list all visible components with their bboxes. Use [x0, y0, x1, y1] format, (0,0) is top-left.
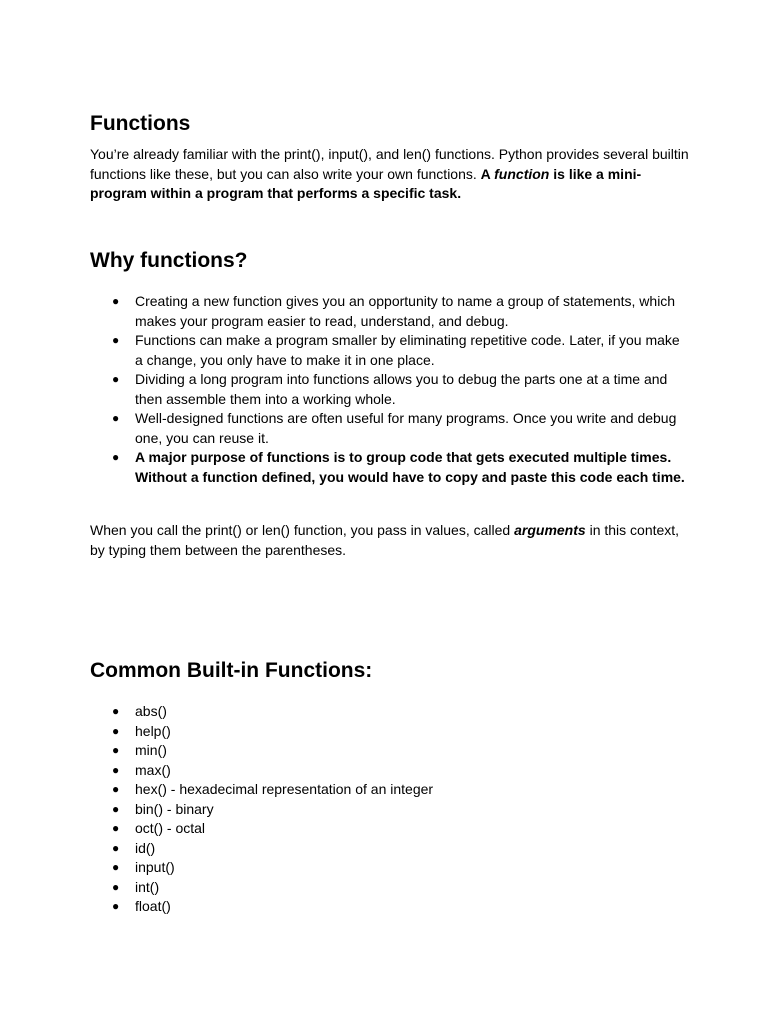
list-item-text: Dividing a long program into functions allows you to debug the parts one at a time and then assemble them into a working whole. — [135, 371, 668, 407]
bullet-icon: ● — [112, 801, 120, 816]
list-item — [90, 897, 690, 917]
list-item — [90, 370, 690, 409]
list-item — [90, 839, 690, 859]
bullet-icon: ● — [112, 411, 120, 425]
bullet-icon: ● — [112, 782, 120, 796]
why-functions-list — [90, 292, 690, 487]
list-item-emphasized — [90, 448, 690, 487]
list-item-text: hex() - hexadecimal representation of an integer — [135, 781, 434, 797]
list-item — [90, 722, 690, 742]
heading-functions: Functions — [90, 112, 191, 135]
bullet-icon: ● — [112, 762, 120, 777]
list-item-text: Creating a new function gives you an opportunity to name a group of statements, which makes your program easier to read, understand, and debug. — [135, 293, 676, 329]
list-item-text: oct() - octal — [135, 820, 206, 836]
list-item-text: help() — [135, 722, 171, 739]
heading-why-functions: Why functions? — [90, 249, 248, 272]
bullet-icon: ● — [112, 723, 120, 738]
intro-text: You’re already familiar with the print(), input(), and len() functions. Python provides several builtin functions like these, but you can also write your own functions. — [90, 146, 689, 182]
bullet-icon: ● — [112, 821, 120, 835]
list-item — [90, 800, 690, 820]
intro-bold-a: A — [480, 165, 495, 182]
list-item-text: Well-designed functions are often useful for many programs. Once you write and debug one, you can reuse it. — [135, 410, 677, 446]
bullet-icon: ● — [112, 333, 120, 347]
list-item — [90, 780, 690, 800]
bullet-icon: ● — [112, 743, 120, 757]
list-item-text: abs() — [135, 703, 167, 719]
list-item-text: max() — [135, 761, 171, 778]
args-text-before: When you call the print() or len() function, you pass in values, called — [90, 522, 515, 538]
bullet-icon: ● — [112, 840, 120, 855]
bullet-icon: ● — [112, 860, 120, 874]
intro-term-function: function — [494, 165, 550, 182]
args-text-after: in this context, by typing them between the parentheses. — [90, 522, 680, 558]
list-item — [90, 409, 690, 448]
list-item — [90, 878, 690, 898]
builtin-functions-list — [90, 702, 690, 917]
args-term: arguments — [514, 522, 586, 538]
intro-bold-definition: is like a mini-program within a program that performs a specific task. — [90, 165, 642, 201]
list-item — [90, 761, 690, 781]
bullet-icon: ● — [112, 879, 120, 894]
list-item-text: A major purpose of functions is to group code that gets executed multiple times. Without a function defined, you would have to copy and paste this code each time. — [135, 449, 685, 485]
list-item-text: bin() - binary — [135, 800, 214, 817]
intro-paragraph — [90, 145, 690, 204]
arguments-paragraph — [90, 521, 690, 560]
list-item-text: min() — [135, 742, 167, 758]
list-item — [90, 331, 690, 370]
heading-common-builtins: Common Built-in Functions: — [90, 659, 373, 682]
bullet-icon: ● — [112, 372, 120, 386]
list-item — [90, 858, 690, 878]
bullet-icon: ● — [112, 899, 120, 913]
list-item — [90, 292, 690, 331]
list-item-text: Functions can make a program smaller by eliminating repetitive code. Later, if you make a change, you only have to make it in one place. — [135, 332, 680, 368]
list-item — [90, 819, 690, 839]
bullet-icon: ● — [112, 294, 120, 308]
bullet-icon: ● — [112, 450, 120, 464]
list-item — [90, 741, 690, 761]
list-item-text: int() — [135, 878, 160, 895]
list-item-text: id() — [135, 839, 156, 856]
bullet-icon: ● — [112, 704, 120, 718]
list-item — [90, 702, 690, 722]
list-item-text: input() — [135, 859, 175, 875]
list-item-text: float() — [135, 898, 171, 914]
